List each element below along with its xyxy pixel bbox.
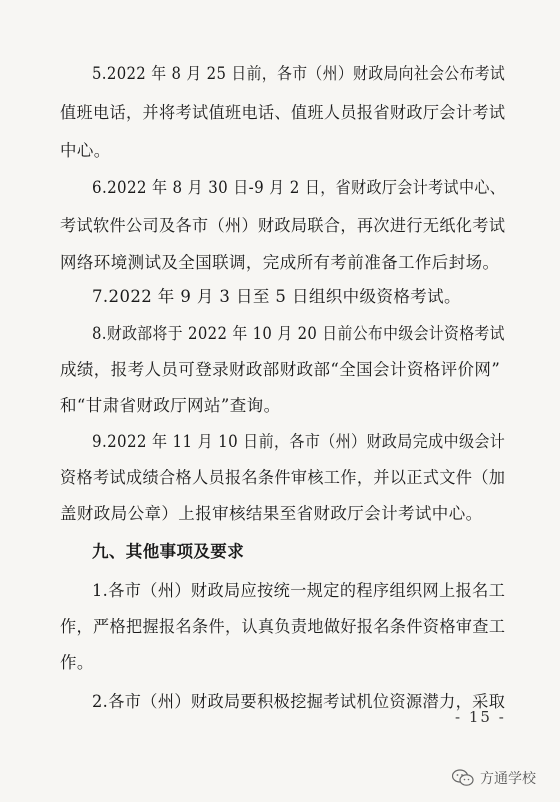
page-number: - 15 - bbox=[455, 708, 506, 726]
line-text: 作，严格把握报名条件，认真负责地做好报名条件资格审查工 bbox=[60, 617, 506, 636]
line-text: 资格考试成绩合格人员报名条件审核工作，并以正式文件（加 bbox=[60, 468, 506, 487]
line-text: 中心。 bbox=[60, 141, 111, 160]
line-text: 成绩，报考人员可登录财政部财政部“全国会计资格评价网” bbox=[60, 360, 501, 379]
line-text: 盖财政局公章）上报审核结果至省财政厅会计考试中心。 bbox=[60, 504, 483, 523]
line-text: 考试软件公司及各市（州）财政局联合，再次进行无纸化考试 bbox=[60, 216, 506, 235]
line-text: 1.各市（州）财政局应按统一规定的程序组织网上报名工 bbox=[92, 581, 506, 600]
line-text: 值班电话，并将考试值班电话、值班人员报省财政厅会计考试 bbox=[60, 103, 506, 122]
line-text: 2.各市（州）财政局要积极挖掘考试机位资源潜力，采取 bbox=[92, 692, 506, 711]
section-heading-text: 九、其他事项及要求 bbox=[92, 542, 245, 561]
line-text: 7.2022 年 9 月 3 日至 5 日组织中级资格考试。 bbox=[92, 287, 461, 306]
watermark-text: 方通学校 bbox=[480, 771, 536, 787]
wechat-icon bbox=[452, 769, 474, 787]
line-text: 作。 bbox=[60, 653, 94, 672]
watermark bbox=[452, 768, 536, 788]
line-text: 8.财政部将于 2022 年 10 月 20 日前公布中级会计资格考试 bbox=[92, 324, 505, 343]
line-text: 6.2022 年 8 月 30 日-9 月 2 日，省财政厅会计考试中心、 bbox=[92, 178, 506, 197]
line-text: 5.2022 年 8 月 25 日前，各市（州）财政局向社会公布考试 bbox=[92, 64, 506, 83]
line-text: 网络环境测试及全国联调，完成所有考前准备工作后封场。 bbox=[60, 253, 500, 272]
line-text: 9.2022 年 11 月 10 日前，各市（州）财政局完成中级会计 bbox=[92, 432, 506, 451]
line-text: 和“甘肃省财政厅网站”查询。 bbox=[60, 396, 281, 415]
